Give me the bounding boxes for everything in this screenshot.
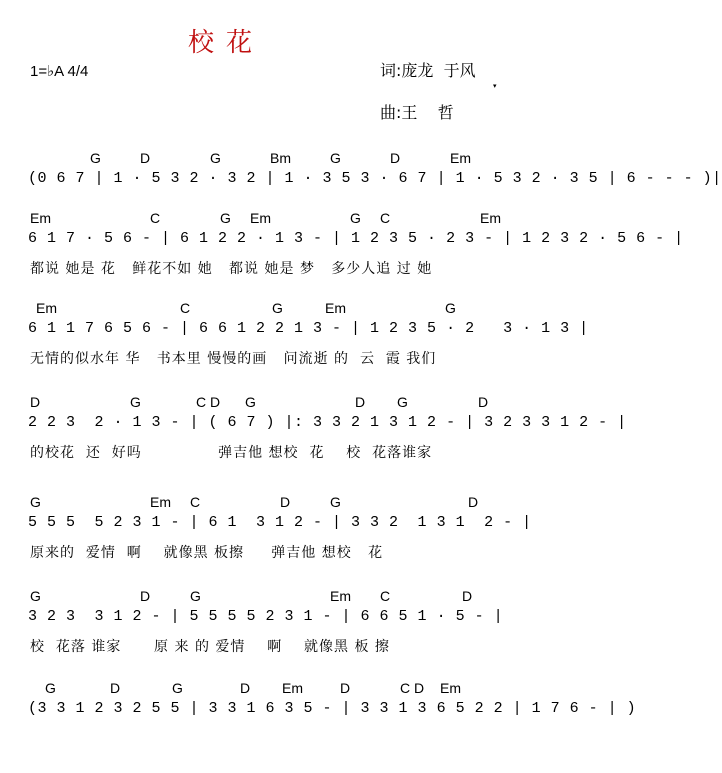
chord-symbol: G: [190, 588, 201, 604]
lyric-row: 无情的似水年 华 书本里 慢慢的画 问流逝 的 云 霞 我们: [30, 351, 437, 367]
chord-symbol: G: [45, 680, 56, 696]
chord-symbol: D: [468, 494, 479, 510]
key-signature: 1=♭A 4/4: [30, 63, 89, 80]
chord-symbol: Bm: [270, 150, 291, 166]
chord-symbol: G: [245, 394, 256, 410]
notation-row: 3 2 3 3 1 2 - | 5 5 5 5 2 3 1 - | 6 6 5 1 · 5 - |: [28, 608, 504, 625]
chord-symbol: G: [330, 494, 341, 510]
chord-symbol: G: [130, 394, 141, 410]
chord-symbol: Em: [480, 210, 501, 226]
chord-symbol: D: [462, 588, 473, 604]
chord-symbol: C: [150, 210, 161, 226]
notation-row: 2 2 3 2 · 1 3 - | ( 6 7 ) |: 3 3 2 1 3 1 2 - | 3 2 3 3 1 2 - |: [28, 414, 627, 431]
chord-symbol: Em: [250, 210, 271, 226]
score-line-4: [0, 394, 627, 464]
chord-symbol: G: [220, 210, 231, 226]
song-title: 校花: [188, 28, 265, 58]
chord-symbol: C: [380, 210, 391, 226]
chord-row: [0, 300, 539, 316]
chord-symbol: C: [380, 588, 391, 604]
chord-symbol: Em: [30, 210, 51, 226]
lyric-row: 原来的 爱情 啊 就像黑 板擦 弹吉他 想校 花: [30, 545, 384, 561]
chord-symbol: G: [30, 588, 41, 604]
score-line-7: [0, 680, 637, 750]
lyric-row: 校 花落 谁家 原 来 的 爱情 啊 就像黑 板 擦: [30, 639, 390, 655]
chord-symbol: Em: [450, 150, 471, 166]
chord-symbol: G: [350, 210, 361, 226]
chord-row: [0, 394, 539, 410]
chord-symbol: G: [172, 680, 183, 696]
chord-symbol: D: [140, 588, 151, 604]
chord-symbol: Em: [440, 680, 461, 696]
chord-symbol: Em: [150, 494, 171, 510]
notation-row: 5 5 5 5 2 3 1 - | 6 1 3 1 2 - | 3 3 2 1 3 1 2 - |: [28, 514, 532, 531]
chord-symbol: D: [140, 150, 151, 166]
chord-symbol: D: [30, 394, 41, 410]
chord-symbol: C D: [196, 394, 221, 410]
notation-row: (3 3 1 2 3 2 5 5 | 3 3 1 6 3 5 - | 3 3 1 3 6 5 2 2 | 1 7 6 - | ): [28, 700, 637, 717]
notation-row: (0 6 7 | 1 · 5 3 2 · 3 2 | 1 · 3 5 3 · 6 7 | 1 · 5 3 2 · 3 5 | 6 - - - )|: [28, 170, 722, 187]
chord-symbol: Em: [36, 300, 57, 316]
chord-symbol: D: [390, 150, 401, 166]
notation-row: 6 1 7 · 5 6 - | 6 1 2 2 · 1 3 - | 1 2 3 5 · 2 3 - | 1 2 3 2 · 5 6 - |: [28, 230, 684, 247]
lyric-row: 都说 她是 花 鲜花不如 她 都说 她是 梦 多少人追 过 她: [30, 261, 433, 277]
chord-symbol: D: [240, 680, 251, 696]
chord-row: [0, 680, 539, 696]
chord-symbol: G: [330, 150, 341, 166]
composer-credit: 曲:王 哲: [380, 103, 454, 122]
chord-symbol: Em: [330, 588, 351, 604]
score-line-3: [0, 300, 589, 370]
chord-symbol: C: [190, 494, 201, 510]
lyric-row: 的校花 还 好吗 弹吉他 想校 花 校 花落谁家: [30, 445, 433, 461]
chord-symbol: C D: [400, 680, 425, 696]
chord-symbol: G: [30, 494, 41, 510]
chord-symbol: D: [340, 680, 351, 696]
score-line-5: [0, 494, 539, 564]
decorative-mark: ▾: [493, 82, 497, 90]
chord-symbol: G: [445, 300, 456, 316]
score-line-6: [0, 588, 539, 658]
chord-symbol: G: [90, 150, 101, 166]
chord-symbol: D: [280, 494, 291, 510]
chord-row: [0, 494, 539, 510]
chord-symbol: D: [110, 680, 121, 696]
chord-row: [0, 588, 539, 604]
chord-symbol: G: [272, 300, 283, 316]
chord-symbol: G: [397, 394, 408, 410]
chord-row: [0, 150, 539, 166]
chord-row: [0, 210, 539, 226]
notation-row: 6 1 1 7 6 5 6 - | 6 6 1 2 2 1 3 - | 1 2 3 5 · 2 3 · 1 3 |: [28, 320, 589, 337]
chord-symbol: Em: [282, 680, 303, 696]
chord-symbol: D: [478, 394, 489, 410]
score-line-2: [0, 210, 684, 280]
lyricist-credit: 词:庞龙 于风: [380, 61, 476, 80]
chord-symbol: D: [355, 394, 366, 410]
chord-symbol: Em: [325, 300, 346, 316]
chord-symbol: G: [210, 150, 221, 166]
chord-symbol: C: [180, 300, 191, 316]
